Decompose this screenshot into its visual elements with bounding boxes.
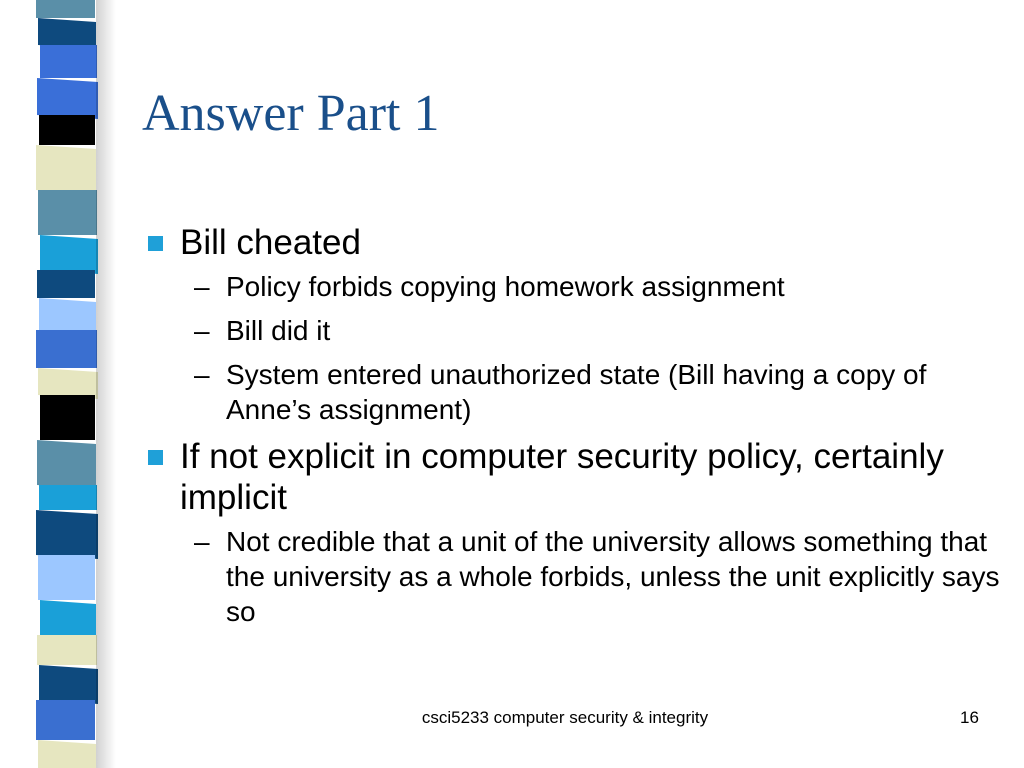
stripe-band bbox=[37, 270, 95, 298]
stripe-band bbox=[36, 145, 96, 194]
stripe-band bbox=[39, 115, 95, 145]
slide-title: Answer Part 1 bbox=[142, 85, 440, 142]
stripe-band bbox=[37, 635, 97, 665]
stripe-band bbox=[40, 235, 98, 274]
bullet-text: Bill cheated bbox=[180, 223, 361, 262]
stripe-band bbox=[37, 440, 96, 489]
square-bullet-icon bbox=[148, 236, 163, 251]
stripe-band bbox=[40, 45, 97, 78]
sub-bullet-text: Not credible that a unit of the university allows something that the university as a whole forbids, unless the unit explicitly says so bbox=[226, 526, 1000, 627]
page-number: 16 bbox=[960, 708, 979, 727]
stripe-band bbox=[40, 600, 96, 639]
slide-footer: csci5233 computer security & integrity bbox=[421, 708, 709, 727]
sub-bullet-item bbox=[144, 357, 1004, 427]
stripe-band bbox=[38, 555, 95, 600]
stripe-shadow bbox=[96, 0, 116, 768]
stripe-band bbox=[39, 298, 96, 334]
bullet-item bbox=[144, 222, 1004, 263]
stripe-band bbox=[36, 330, 97, 368]
bullet-text: If not explicit in computer security policy, certainly implicit bbox=[180, 437, 944, 517]
dash-marker: – bbox=[194, 526, 210, 557]
square-bullet-icon bbox=[148, 450, 163, 465]
stripe-band bbox=[36, 0, 95, 18]
stripe-band bbox=[37, 78, 98, 119]
stripe-band bbox=[40, 395, 95, 440]
stripe-band bbox=[38, 190, 97, 235]
sub-bullet-item bbox=[144, 269, 1004, 304]
stripe-band bbox=[38, 368, 98, 399]
sub-bullet-text: System entered unauthorized state (Bill having a copy of Anne’s assignment) bbox=[226, 359, 927, 425]
sub-bullet-item bbox=[144, 313, 1004, 348]
sub-bullet-item bbox=[144, 524, 1004, 629]
sub-bullet-text: Policy forbids copying homework assignment bbox=[226, 271, 785, 302]
dash-marker: – bbox=[194, 315, 210, 346]
stripe-band bbox=[39, 485, 97, 510]
stripe-band bbox=[36, 510, 98, 559]
stripe-band bbox=[36, 700, 95, 740]
slide-content bbox=[144, 222, 1004, 638]
stripe-band bbox=[38, 18, 96, 49]
sub-bullet-text: Bill did it bbox=[226, 315, 331, 346]
bullet-item bbox=[144, 436, 1004, 518]
dash-marker: – bbox=[194, 359, 210, 390]
stripe-band bbox=[38, 740, 96, 768]
stripe-band bbox=[39, 665, 98, 704]
dash-marker: – bbox=[194, 271, 210, 302]
